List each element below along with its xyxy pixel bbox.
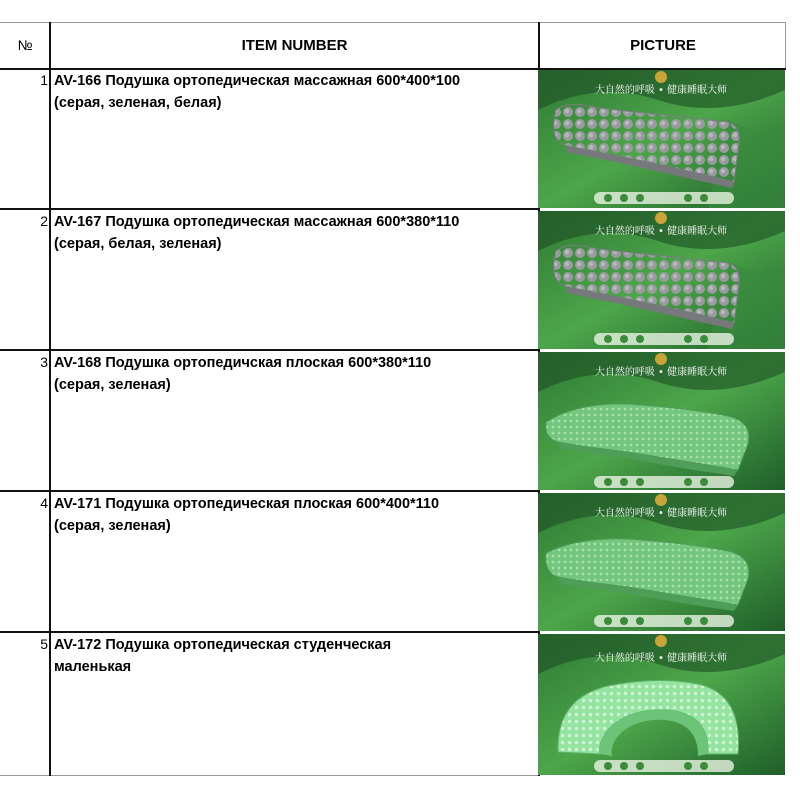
row-divider — [0, 490, 538, 492]
row-number: 3 — [40, 354, 48, 370]
item-colors: (серая, белая, зеленая) — [54, 236, 222, 252]
item-title: AV-172 Подушка ортопедическая студенческая — [54, 637, 392, 653]
photo-banner: 大自然的呼吸 • 健康睡眠大师 — [594, 226, 728, 237]
item-title: AV-166 Подушка ортопедическая массажная 600*400*100 — [54, 73, 461, 89]
item-description — [54, 211, 536, 255]
product-photo — [538, 352, 785, 490]
item-title: AV-171 Подушка ортопедическая плоская 600*400*110 — [54, 496, 440, 512]
photo-banner: 大自然的呼吸 • 健康睡眠大师 — [594, 653, 728, 664]
table-bottom-border — [0, 775, 538, 776]
row-number: 4 — [40, 495, 48, 511]
item-colors: (серая, зеленая, белая) — [54, 95, 222, 111]
item-title: AV-167 Подушка ортопедическая массажная 600*380*110 — [54, 214, 460, 230]
row-number: 2 — [40, 213, 48, 229]
item-colors: (серая, зеленая) — [54, 377, 171, 393]
item-description — [54, 352, 536, 396]
header-item-number: ITEM NUMBER — [241, 36, 348, 54]
row-number: 1 — [40, 72, 48, 88]
row-divider — [0, 349, 538, 351]
row-divider — [0, 631, 538, 633]
item-title: AV-168 Подушка ортопедичская плоская 600*380*110 — [54, 355, 432, 371]
item-description — [54, 634, 536, 678]
photo-banner: 大自然的呼吸 • 健康睡眠大师 — [594, 508, 728, 519]
product-photo — [538, 211, 785, 349]
product-photo — [538, 70, 785, 208]
row-divider — [0, 208, 538, 210]
photo-banner: 大自然的呼吸 • 健康睡眠大师 — [594, 85, 728, 96]
header-picture: PICTURE — [630, 36, 696, 54]
row-number: 5 — [40, 636, 48, 652]
item-description — [54, 493, 536, 537]
table-top-border — [0, 22, 786, 23]
item-colors: (серая, зеленая) — [54, 518, 171, 534]
photo-banner: 大自然的呼吸 • 健康睡眠大师 — [594, 367, 728, 378]
product-photo — [538, 634, 785, 775]
item-colors: маленькая — [54, 659, 132, 675]
table-right-border — [785, 22, 786, 68]
item-description — [54, 70, 536, 114]
column-divider — [49, 22, 51, 776]
product-photo — [538, 493, 785, 631]
header-number: № — [17, 37, 33, 53]
